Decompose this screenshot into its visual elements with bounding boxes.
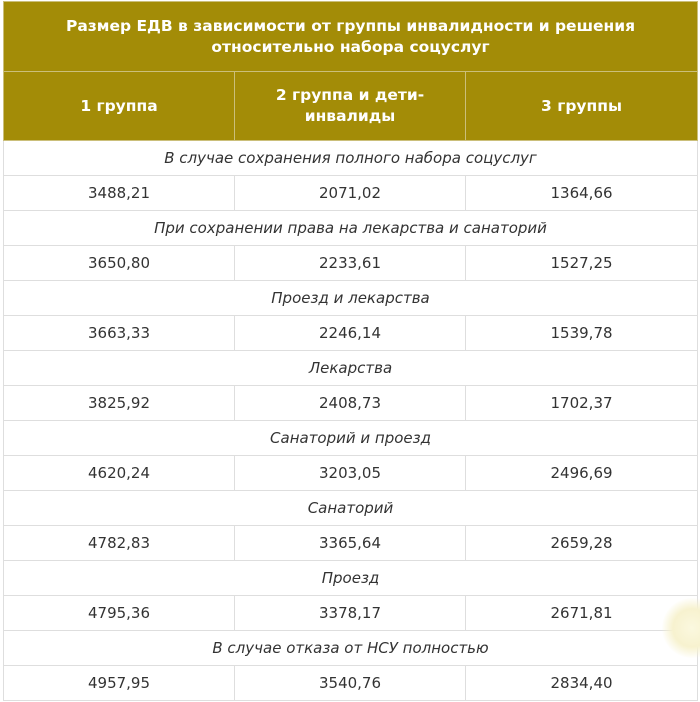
value-cell-group-1: 3650,80 [4, 246, 235, 281]
table-row [4, 246, 698, 281]
value-cell-group-2: 2071,02 [235, 176, 466, 211]
table-body [4, 141, 698, 701]
column-header-row [4, 72, 698, 141]
section-label: Проезд [4, 561, 698, 596]
value-cell-group-2: 3378,17 [235, 596, 466, 631]
value-cell-group-2: 2233,61 [235, 246, 466, 281]
value-cell-group-1: 3825,92 [4, 386, 235, 421]
table-row [4, 596, 698, 631]
value-cell-group-1: 4620,24 [4, 456, 235, 491]
section-label: В случае сохранения полного набора соцуслуг [4, 141, 698, 176]
section-label: При сохранении права на лекарства и санаторий [4, 211, 698, 246]
edv-table [3, 1, 698, 701]
column-header-group-1: 1 группа [4, 72, 235, 141]
section-row [4, 141, 698, 176]
section-label: Лекарства [4, 351, 698, 386]
section-row [4, 351, 698, 386]
value-cell-group-2: 2408,73 [235, 386, 466, 421]
value-cell-group-3: 2496,69 [466, 456, 698, 491]
section-label: Санаторий [4, 491, 698, 526]
value-cell-group-3: 2834,40 [466, 666, 698, 701]
value-cell-group-2: 3540,76 [235, 666, 466, 701]
table-row [4, 316, 698, 351]
table-row [4, 176, 698, 211]
value-cell-group-3: 2671,81 [466, 596, 698, 631]
value-cell-group-1: 3488,21 [4, 176, 235, 211]
value-cell-group-1: 4782,83 [4, 526, 235, 561]
value-cell-group-3: 2659,28 [466, 526, 698, 561]
value-cell-group-3: 1702,37 [466, 386, 698, 421]
section-label: В случае отказа от НСУ полностью [4, 631, 698, 666]
table-row [4, 526, 698, 561]
table-title: Размер ЕДВ в зависимости от группы инвалидности и решения относительно набора соцуслуг [4, 2, 698, 72]
column-header-group-2: 2 группа и дети-инвалиды [235, 72, 466, 141]
value-cell-group-2: 2246,14 [235, 316, 466, 351]
section-row [4, 421, 698, 456]
value-cell-group-1: 4957,95 [4, 666, 235, 701]
value-cell-group-1: 4795,36 [4, 596, 235, 631]
section-label: Санаторий и проезд [4, 421, 698, 456]
section-row [4, 211, 698, 246]
section-label: Проезд и лекарства [4, 281, 698, 316]
value-cell-group-3: 1539,78 [466, 316, 698, 351]
value-cell-group-3: 1527,25 [466, 246, 698, 281]
value-cell-group-2: 3365,64 [235, 526, 466, 561]
value-cell-group-3: 1364,66 [466, 176, 698, 211]
table-row [4, 456, 698, 491]
section-row [4, 631, 698, 666]
value-cell-group-1: 3663,33 [4, 316, 235, 351]
section-row [4, 281, 698, 316]
table-title-row [4, 2, 698, 72]
column-header-group-3: 3 группы [466, 72, 698, 141]
section-row [4, 491, 698, 526]
value-cell-group-2: 3203,05 [235, 456, 466, 491]
section-row [4, 561, 698, 596]
table-row [4, 386, 698, 421]
table-row [4, 666, 698, 701]
